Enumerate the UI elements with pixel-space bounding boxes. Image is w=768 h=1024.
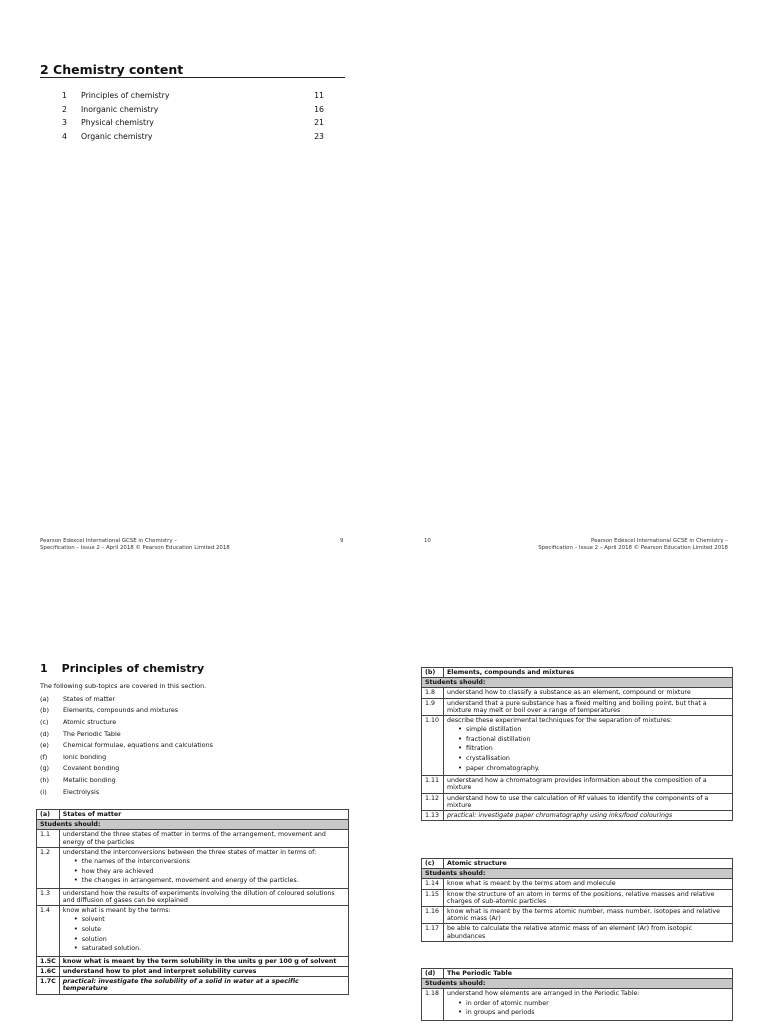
spec-text: understand how elements are arranged in the Periodic Table: bbox=[447, 990, 640, 998]
spec-number: 1.11 bbox=[422, 776, 444, 793]
table-row bbox=[422, 879, 733, 889]
spec-number: 1.6C bbox=[37, 966, 60, 976]
spec-number: 1.18 bbox=[422, 989, 444, 1020]
students-should-row bbox=[422, 869, 733, 879]
table-row bbox=[422, 924, 733, 941]
toc-page: 23 bbox=[314, 131, 324, 141]
table-row bbox=[422, 776, 733, 793]
subtopic-label: Metallic bonding bbox=[63, 775, 116, 784]
table-letter: (a) bbox=[37, 810, 60, 820]
toc-number: 2 bbox=[62, 104, 67, 114]
spec-cell bbox=[444, 716, 733, 776]
footer-line: Specification – Issue 2 – April 2018 © Pearson Education Limited 2018 bbox=[538, 545, 728, 551]
table-header bbox=[422, 668, 733, 678]
spec-number: 1.8 bbox=[422, 688, 444, 698]
footer-line: Specification – Issue 2 – April 2018 © Pearson Education Limited 2018 bbox=[40, 545, 230, 551]
students-should-row bbox=[422, 979, 733, 989]
toc-page: 11 bbox=[314, 91, 324, 101]
table-header bbox=[37, 810, 349, 820]
spec-text: know what is meant by the terms: bbox=[62, 907, 171, 915]
spec-text: be able to calculate the relative atomic mass of an element (Ar) from isotopic abundances bbox=[444, 924, 733, 941]
spec-text: practical: investigate paper chromatography using inks/food colourings bbox=[444, 811, 733, 821]
toc-label: Physical chemistry bbox=[81, 118, 154, 128]
subtopic-letter: (g) bbox=[40, 764, 50, 773]
section-intro: The following sub-topics are covered in this section. bbox=[40, 682, 207, 690]
list-item bbox=[40, 751, 213, 763]
table-row bbox=[37, 956, 349, 966]
bullet-list bbox=[74, 858, 345, 885]
table-row bbox=[37, 906, 349, 957]
spec-text: know the structure of an atom in terms of the positions, relative masses and relative charges of sub-atomic particles bbox=[444, 889, 733, 906]
table-title: States of matter bbox=[59, 810, 348, 820]
spec-text: practical: investigate the solubility of a solid in water at a specific temperature bbox=[59, 977, 348, 994]
spec-number: 1.17 bbox=[422, 924, 444, 941]
table-title: The Periodic Table bbox=[444, 969, 733, 979]
table-letter: (c) bbox=[422, 859, 444, 869]
list-item: • solvent bbox=[74, 916, 345, 924]
table-row bbox=[37, 830, 349, 847]
toc-page: 16 bbox=[314, 104, 324, 114]
section-name: Principles of chemistry bbox=[61, 662, 205, 675]
spec-text: understand how to classify a substance as an element, compound or mixture bbox=[444, 688, 733, 698]
list-item: • in order of atomic number bbox=[458, 1000, 729, 1008]
toc-page: 21 bbox=[314, 118, 324, 128]
spec-number: 1.3 bbox=[37, 888, 60, 905]
spec-table-atomic-structure bbox=[421, 858, 733, 942]
list-item bbox=[40, 763, 213, 775]
subtopic-letter: (i) bbox=[40, 787, 47, 796]
table-row bbox=[37, 888, 349, 905]
students-should-row bbox=[422, 678, 733, 688]
toc-label: Inorganic chemistry bbox=[81, 104, 159, 114]
spec-number: 1.14 bbox=[422, 879, 444, 889]
table-row bbox=[422, 793, 733, 810]
subtopic-label: States of matter bbox=[63, 694, 116, 703]
spec-text: know what is meant by the term solubility in the units g per 100 g of solvent bbox=[59, 956, 348, 966]
students-should: Students should: bbox=[422, 979, 733, 989]
spec-number: 1.10 bbox=[422, 716, 444, 776]
toc-label: Principles of chemistry bbox=[81, 91, 170, 101]
list-item bbox=[40, 786, 213, 798]
spec-number: 1.1 bbox=[37, 830, 60, 847]
footer-line: Pearson Edexcel International GCSE in Chemistry – bbox=[591, 538, 728, 544]
toc-number: 1 bbox=[62, 91, 67, 101]
table-header bbox=[422, 859, 733, 869]
toc-row bbox=[62, 130, 324, 144]
list-item: • paper chromatography. bbox=[458, 765, 729, 773]
toc-number: 3 bbox=[62, 118, 67, 128]
spec-table-states-of-matter bbox=[36, 809, 349, 995]
list-item bbox=[40, 774, 213, 786]
subtopic-label: Covalent bonding bbox=[63, 764, 120, 773]
list-item bbox=[40, 693, 213, 705]
list-item: • saturated solution. bbox=[74, 945, 345, 953]
subtopic-label: Ionic bonding bbox=[63, 752, 107, 761]
toc-row bbox=[62, 103, 324, 117]
table-row bbox=[422, 811, 733, 821]
list-item bbox=[40, 705, 213, 717]
list-item: • solution bbox=[74, 936, 345, 944]
list-item bbox=[40, 739, 213, 751]
spec-number: 1.13 bbox=[422, 811, 444, 821]
list-item: • solute bbox=[74, 926, 345, 934]
table-row bbox=[37, 847, 349, 888]
contents-list bbox=[62, 89, 324, 143]
spec-number: 1.9 bbox=[422, 698, 444, 715]
table-row bbox=[422, 907, 733, 924]
spec-table-elements-compounds-mixtures bbox=[421, 667, 733, 821]
toc-row bbox=[62, 89, 324, 103]
spec-cell bbox=[59, 906, 348, 957]
footer-left bbox=[40, 538, 230, 552]
subtopic-letter: (d) bbox=[40, 729, 50, 738]
list-item: • the names of the interconversions bbox=[74, 858, 345, 866]
toc-number: 4 bbox=[62, 131, 67, 141]
spec-text: know what is meant by the terms atomic number, mass number, isotopes and relative atomic mass (Ar) bbox=[444, 907, 733, 924]
bullet-list bbox=[74, 916, 345, 952]
table-row bbox=[422, 889, 733, 906]
spec-number: 1.5C bbox=[37, 956, 60, 966]
students-should: Students should: bbox=[422, 869, 733, 879]
list-item: • fractional distillation bbox=[458, 736, 729, 744]
subtopic-letter: (h) bbox=[40, 775, 50, 784]
subtopic-list bbox=[40, 693, 213, 797]
table-row bbox=[422, 989, 733, 1020]
list-item: • how they are achieved bbox=[74, 868, 345, 876]
toc-row bbox=[62, 116, 324, 130]
subtopic-letter: (c) bbox=[40, 717, 49, 726]
table-title: Atomic structure bbox=[444, 859, 733, 869]
spec-number: 1.12 bbox=[422, 793, 444, 810]
subtopic-letter: (a) bbox=[40, 694, 49, 703]
page-number: 10 bbox=[424, 538, 431, 544]
subtopic-label: Chemical formulae, equations and calculations bbox=[63, 741, 213, 750]
spec-cell bbox=[59, 847, 348, 888]
bullet-list bbox=[458, 1000, 729, 1017]
table-row bbox=[422, 716, 733, 776]
table-header bbox=[422, 969, 733, 979]
students-should: Students should: bbox=[37, 820, 349, 830]
spec-text: understand that a pure substance has a fixed melting and boiling point, but that a mixture may melt or boil over a range of temperatures bbox=[444, 698, 733, 715]
spec-text: understand how the results of experiments involving the dilution of coloured solutions and diffusion of gases can be explained bbox=[59, 888, 348, 905]
bullet-list bbox=[458, 726, 729, 772]
spec-text: understand the interconversions between the three states of matter in terms of: bbox=[62, 848, 317, 856]
spec-table-periodic-table bbox=[421, 968, 733, 1021]
subtopic-label: Atomic structure bbox=[63, 717, 117, 726]
chapter-title: 2 Chemistry content bbox=[40, 62, 184, 77]
spec-text: understand how to use the calculation of Rf values to identify the components of a mixture bbox=[444, 793, 733, 810]
section-title bbox=[40, 662, 204, 675]
spec-text: understand the three states of matter in terms of the arrangement, movement and energy of the particles bbox=[59, 830, 348, 847]
students-should: Students should: bbox=[422, 678, 733, 688]
spec-number: 1.15 bbox=[422, 889, 444, 906]
table-title: Elements, compounds and mixtures bbox=[444, 668, 733, 678]
toc-label: Organic chemistry bbox=[81, 131, 153, 141]
footer-line: Pearson Edexcel International GCSE in Chemistry – bbox=[40, 538, 177, 544]
subtopic-letter: (f) bbox=[40, 752, 48, 761]
list-item: • in groups and periods bbox=[458, 1009, 729, 1017]
table-row bbox=[37, 966, 349, 976]
list-item bbox=[40, 728, 213, 740]
spec-text: describe these experimental techniques for the separation of mixtures: bbox=[447, 717, 673, 725]
table-row bbox=[422, 698, 733, 715]
spec-number: 1.16 bbox=[422, 907, 444, 924]
table-row bbox=[422, 688, 733, 698]
table-row bbox=[37, 977, 349, 994]
subtopic-letter: (e) bbox=[40, 741, 49, 750]
spec-number: 1.7C bbox=[37, 977, 60, 994]
subtopic-letter: (b) bbox=[40, 706, 50, 715]
page-number: 9 bbox=[340, 538, 344, 544]
table-letter: (d) bbox=[422, 969, 444, 979]
students-should-row bbox=[37, 820, 349, 830]
spec-text: understand how to plot and interpret solubility curves bbox=[59, 966, 348, 976]
subtopic-label: Elements, compounds and mixtures bbox=[63, 706, 179, 715]
spec-text: understand how a chromatogram provides information about the composition of a mixture bbox=[444, 776, 733, 793]
subtopic-label: Electrolysis bbox=[63, 787, 100, 796]
table-letter: (b) bbox=[422, 668, 444, 678]
spec-text: know what is meant by the terms atom and molecule bbox=[444, 879, 733, 889]
list-item: • simple distillation bbox=[458, 726, 729, 734]
spec-cell bbox=[444, 989, 733, 1020]
spec-number: 1.4 bbox=[37, 906, 60, 957]
list-item: • filtration bbox=[458, 745, 729, 753]
spec-number: 1.2 bbox=[37, 847, 60, 888]
footer-right bbox=[538, 538, 728, 552]
subtopic-label: The Periodic Table bbox=[63, 729, 121, 738]
section-number: 1 bbox=[40, 662, 48, 675]
list-item bbox=[40, 716, 213, 728]
list-item: • crystallisation bbox=[458, 755, 729, 763]
list-item: • the changes in arrangement, movement and energy of the particles. bbox=[74, 877, 345, 885]
title-rule bbox=[40, 77, 345, 78]
